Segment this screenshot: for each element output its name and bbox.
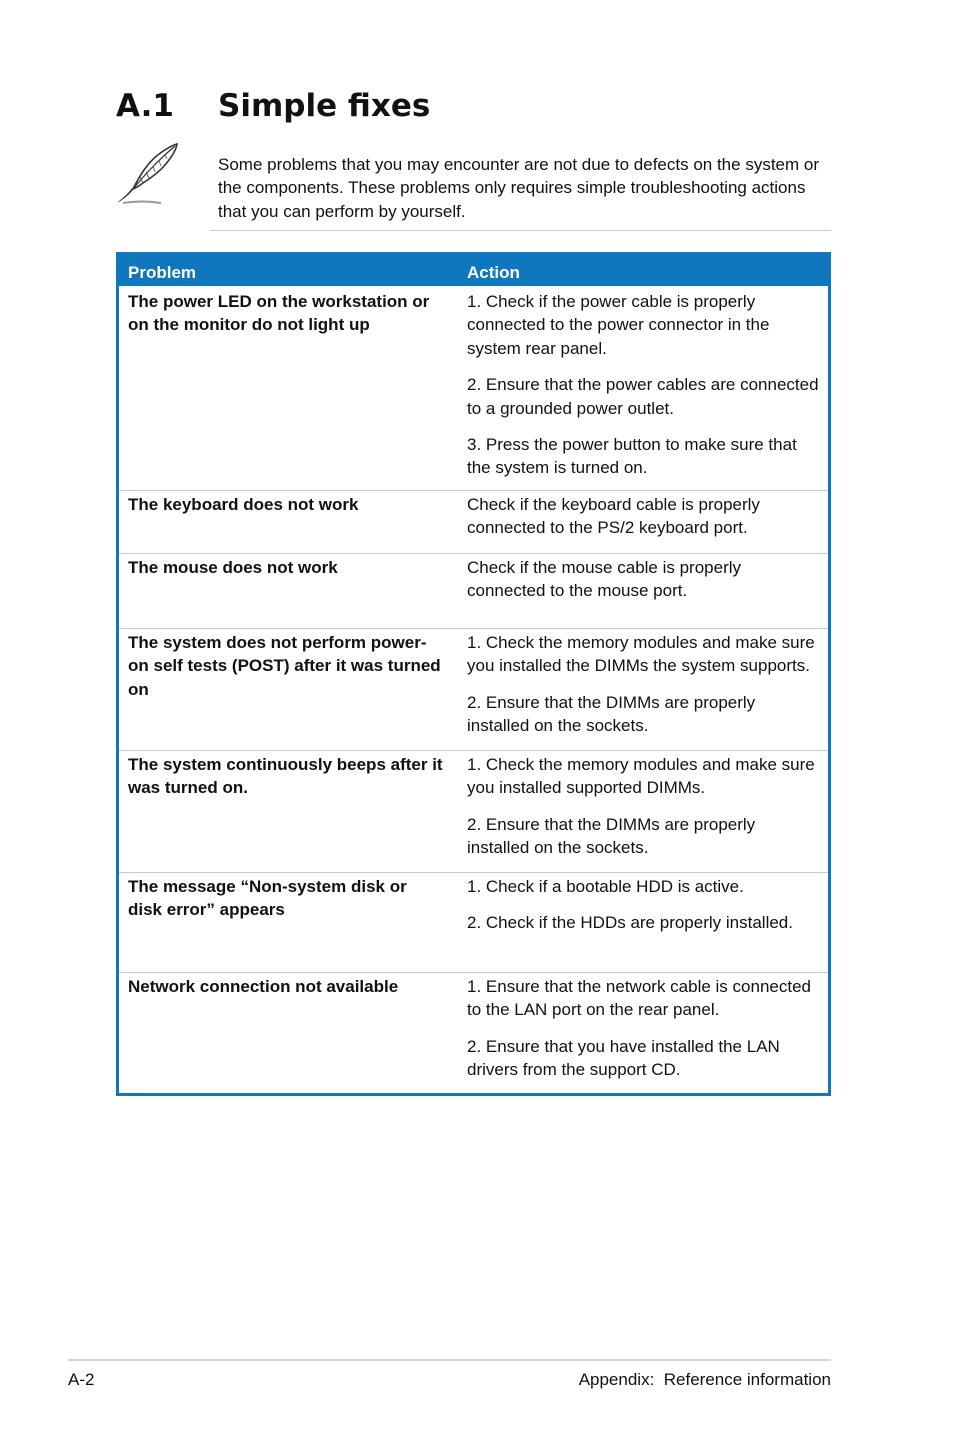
- action-step: Check if the keyboard cable is properly connected to the PS/2 keyboard port.: [467, 495, 760, 538]
- action-step: 1. Check if a bootable HDD is active.: [467, 877, 744, 896]
- action-step: 2. Ensure that you have installed the LAN drivers from the support CD.: [467, 1036, 780, 1080]
- chapter-label: Appendix: Reference information: [578, 1370, 831, 1389]
- action-step: 3. Press the power button to make sure that the system is turned on.: [467, 435, 797, 478]
- problem-cell: The system does not perform power-on self tests (POST) after it was turned on: [119, 629, 455, 751]
- action-step: 2. Ensure that the power cables are connected to a grounded power outlet.: [467, 375, 819, 418]
- problem-cell: The mouse does not work: [119, 554, 455, 629]
- action-cell: [455, 287, 828, 491]
- table-row: [119, 287, 828, 491]
- table-row: [119, 629, 828, 751]
- problem-cell: The keyboard does not work: [119, 491, 455, 554]
- action-step: Check if the mouse cable is properly connected to the mouse port.: [467, 558, 742, 601]
- table-row: [119, 491, 828, 554]
- table-row: [119, 751, 828, 873]
- troubleshooting-table: [116, 252, 831, 1096]
- note-text: Some problems that you may encounter are not due to defects on the system or the components. These problems only requires simple troubleshooting actions that you can perform by yourself.: [218, 155, 819, 221]
- action-cell: [455, 554, 828, 629]
- quill-pen-icon: [113, 141, 183, 207]
- footer-divider: [68, 1359, 831, 1361]
- note-divider: [210, 230, 831, 231]
- action-cell: [455, 629, 828, 751]
- table-row: [119, 873, 828, 973]
- action-cell: [455, 491, 828, 554]
- action-cell: [455, 873, 828, 973]
- action-step: 1. Check the memory modules and make sure you installed supported DIMMs.: [467, 755, 815, 798]
- action-step: 1. Check if the power cable is properly connected to the power connector in the system rear panel.: [467, 292, 770, 358]
- page-number: A-2: [68, 1370, 95, 1389]
- problem-cell: Network connection not available: [119, 973, 455, 1094]
- problem-cell: The power LED on the workstation or on the monitor do not light up: [128, 292, 430, 335]
- section-title: Simple fixes: [218, 88, 431, 124]
- column-header-problem: Problem: [119, 255, 455, 287]
- problem-cell: The message “Non-system disk or disk error” appears: [119, 873, 455, 973]
- section-number: A.1: [116, 88, 174, 124]
- action-cell: [455, 751, 828, 873]
- action-step: 1. Ensure that the network cable is connected to the LAN port on the rear panel.: [467, 977, 811, 1020]
- action-step: 2. Check if the HDDs are properly installed.: [467, 913, 793, 933]
- action-step: 2. Ensure that the DIMMs are properly installed on the sockets.: [467, 814, 756, 858]
- problem-cell: The system continuously beeps after it was turned on.: [119, 751, 455, 873]
- action-step: 1. Check the memory modules and make sure you installed the DIMMs the system supports.: [467, 633, 815, 676]
- table-row: [119, 554, 828, 629]
- action-cell: [455, 973, 828, 1094]
- table-header-row: [119, 255, 828, 287]
- action-step: 2. Ensure that the DIMMs are properly installed on the sockets.: [467, 692, 756, 736]
- table-row: [119, 973, 828, 1094]
- column-header-action: Action: [455, 255, 828, 287]
- section-heading: [116, 88, 430, 124]
